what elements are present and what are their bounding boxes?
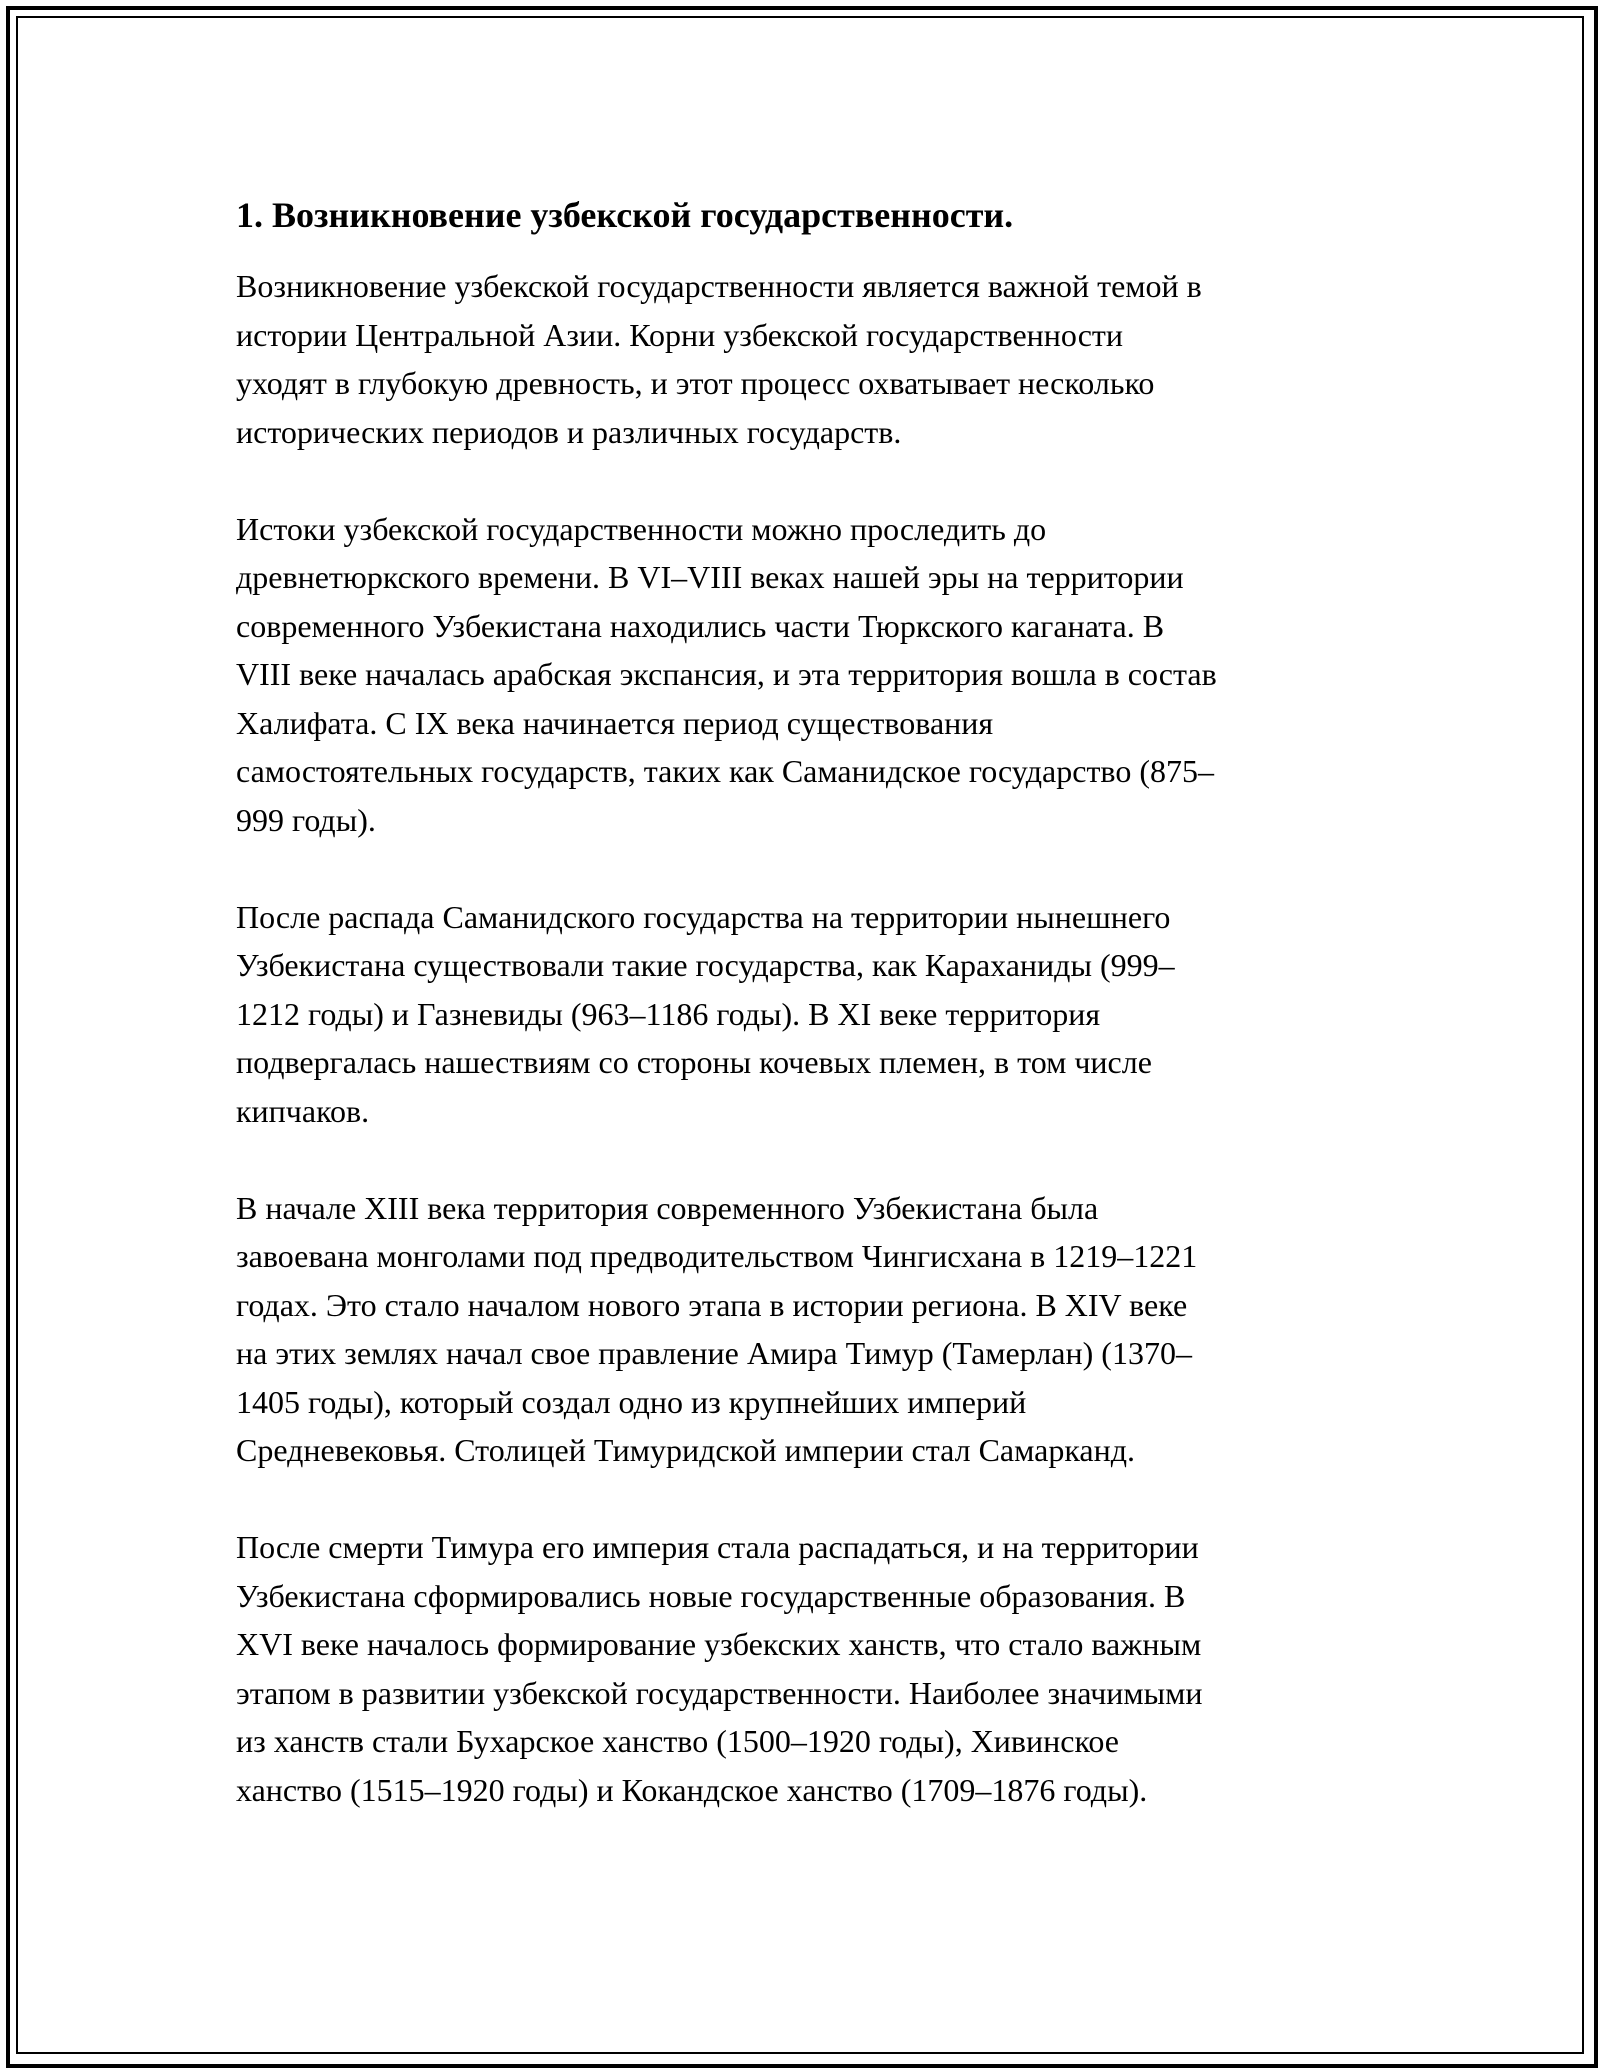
text-line: 1212 годы) и Газневиды (963–1186 годы). В XI веке территория (236, 995, 1101, 1032)
text-line: 1405 годы), который создал одно из крупнейших империй (236, 1383, 1027, 1420)
text-line: этапом в развитии узбекской государственности. Наиболее значимыми (236, 1674, 1203, 1711)
text-line: После смерти Тимура его империя стала распадаться, и на территории (236, 1529, 1199, 1565)
text-line: истории Центральной Азии. Корни узбекской государственности (236, 316, 1123, 353)
paragraph-5 (236, 1523, 1376, 1814)
text-line: Средневековья. Столицей Тимуридской империи стал Самарканд. (236, 1432, 1136, 1468)
document-body (236, 190, 1376, 1863)
paragraph-4 (236, 1184, 1376, 1475)
text-line: Возникновение узбекской государственности является важной темой в (236, 268, 1202, 304)
text-line: на этих землях начал свое правление Амира Тимур (Тамерлан) (1370– (236, 1335, 1192, 1371)
text-line: 999 годы). (236, 801, 376, 838)
text-line: современного Узбекистана находились части Тюркского каганата. В (236, 607, 1165, 644)
text-line: из ханств стали Бухарское ханство (1500–1920 годы), Хивинское (236, 1723, 1119, 1759)
paragraph-3 (236, 893, 1376, 1136)
paragraph-2 (236, 505, 1376, 845)
text-line: XVI веке началось формирование узбекских ханств, что стало важным (236, 1626, 1202, 1662)
text-line: подвергалась нашествиям со стороны кочевых племен, в том числе (236, 1044, 1152, 1080)
text-line: VIII веке началась арабская экспансия, и эта территория вошла в состав (236, 656, 1217, 692)
text-line: уходят в глубокую древность, и этот процесс охватывает несколько (236, 365, 1155, 401)
document-title: 1. Возникновение узбекской государственности. (236, 195, 1014, 235)
text-line: самостоятельных государств, таких как Саманидское государство (875– (236, 753, 1214, 789)
text-line: Узбекистана сформировались новые государственные образования. В (236, 1577, 1186, 1614)
text-line: исторических периодов и различных государств. (236, 413, 902, 450)
text-line: кипчаков. (236, 1092, 370, 1129)
paragraph-1 (236, 262, 1376, 456)
text-line: Халифата. С IX века начинается период существования (236, 704, 994, 741)
text-line: В начале XIII века территория современного Узбекистана была (236, 1189, 1099, 1226)
text-line: После распада Саманидского государства на территории нынешнего (236, 898, 1171, 935)
text-line: годах. Это стало началом нового этапа в истории региона. В XIV веке (236, 1286, 1188, 1323)
text-line: завоевана монголами под предводительством Чингисхана в 1219–1221 (236, 1238, 1198, 1274)
text-line: древнетюркского времени. В VI–VIII веках нашей эры на территории (236, 559, 1184, 595)
text-line: Истоки узбекской государственности можно проследить до (236, 510, 1047, 547)
text-line: Узбекистана существовали такие государства, как Караханиды (999– (236, 947, 1175, 983)
text-line: ханство (1515–1920 годы) и Кокандское ханство (1709–1876 годы). (236, 1771, 1148, 1808)
